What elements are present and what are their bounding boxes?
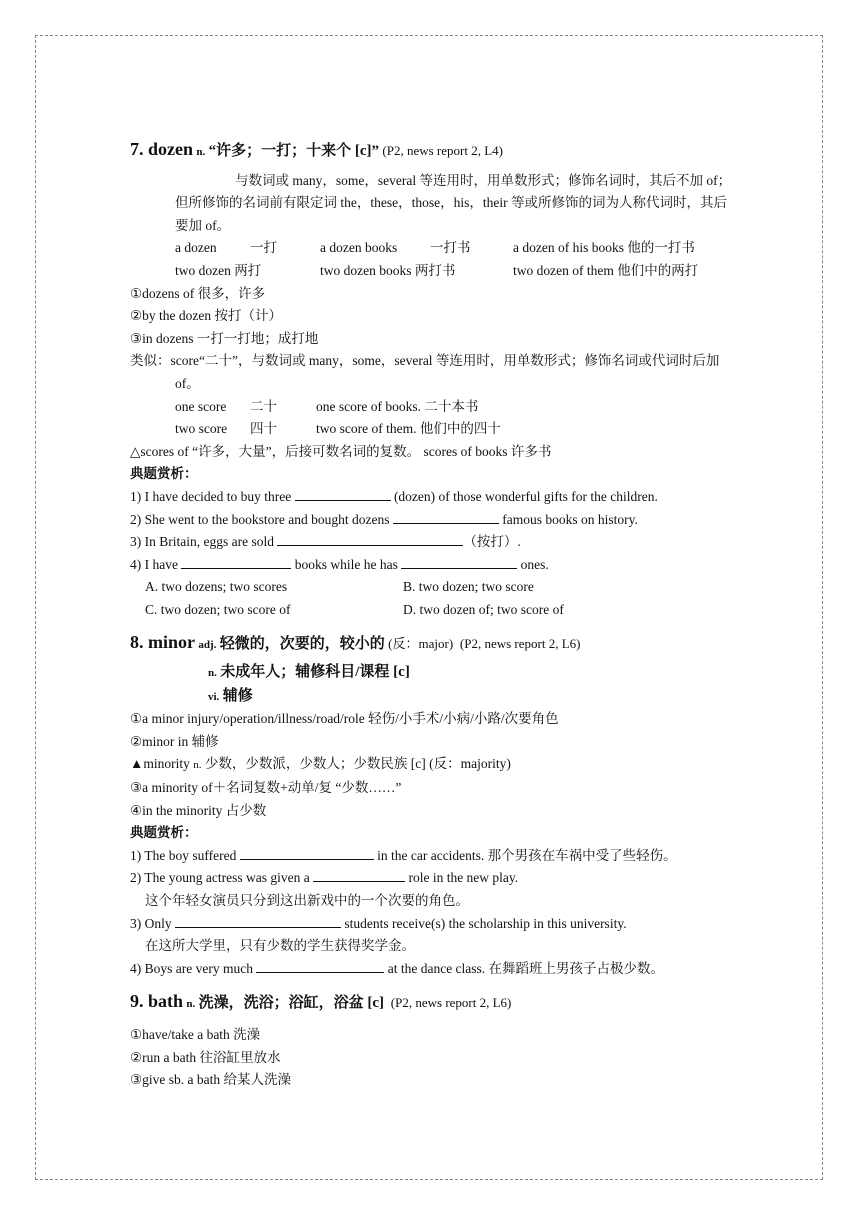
minority-entry: ▲minority n. 少数，少数派，少数人；少数民族 [c] (反：majority) [130, 756, 511, 772]
answer-blank[interactable] [256, 958, 384, 973]
answer-blank[interactable] [181, 554, 291, 569]
option-b[interactable]: B. two dozen; two score [403, 579, 534, 595]
bath-phrase-3: ③give sb. a bath 给某人洗澡 [130, 1072, 291, 1088]
minor-question-2: 2) The young actress was given a role in the new play. [130, 867, 735, 890]
option-a[interactable]: A. two dozens; two scores [145, 579, 288, 595]
dozen-drill-title: 典题赏析： [130, 466, 198, 482]
minor-noun-meaning: n. 未成年人；辅修科目/课程 [c] [208, 664, 410, 681]
minor-question-3-translation: 在这所大学里，只有少数的学生获得奖学金。 [145, 938, 415, 954]
scores-of-note: △scores of “许多，大量”，后接可数名词的复数。 scores of books 许多书 [130, 443, 552, 459]
minor-question-4: 4) Boys are very much at the dance class. 在舞蹈班上男孩子占极少数。 [130, 958, 735, 981]
minor-phrase-4: ④in the minority 占少数 [130, 802, 267, 818]
dozen-question-2: 2) She went to the bookstore and bought dozens famous books on history. [130, 509, 735, 532]
answer-blank[interactable] [393, 509, 499, 524]
dozen-question-1: 1) I have decided to buy three (dozen) of those wonderful gifts for the children. [130, 486, 735, 509]
document-body [130, 138, 735, 1092]
answer-blank[interactable] [313, 867, 405, 882]
minor-question-1: 1) The boy suffered in the car accidents. 那个男孩在车祸中受了些轻伤。 [130, 845, 735, 868]
minor-question-3: 3) Only students receive(s) the scholarship in this university. [130, 913, 735, 936]
answer-blank[interactable] [401, 554, 517, 569]
dozen-explanation: 与数词或 many，some，several 等连用时，用单数形式；修饰名词时，其后不加 of；但所修饰的名词前有限定词 the，these，those，his，their 等或所修饰的词为人称代词时，其后要加 of。 [175, 172, 732, 233]
entry-minor-heading: 8. minor adj. 轻微的，次要的，较小的 (反：major) (P2, news report 2, L6) [130, 632, 581, 653]
dozen-question-3: 3) In Britain, eggs are sold （按打）. [130, 531, 735, 554]
option-c[interactable]: C. two dozen; two score of [145, 601, 291, 617]
bath-phrase-2: ②run a bath 往浴缸里放水 [130, 1049, 281, 1065]
bath-phrase-1: ①have/take a bath 洗澡 [130, 1026, 261, 1042]
score-example-row-2: two score 四十 two score of them. 他们中的四十 [175, 421, 501, 437]
dozen-options-row-1 [130, 576, 735, 599]
minor-phrase-2: ②minor in 辅修 [130, 733, 219, 749]
answer-blank[interactable] [295, 486, 391, 501]
minor-phrase-1: ①a minor injury/operation/illness/road/role 轻伤/小手术/小病/小路/次要角色 [130, 711, 559, 727]
minor-phrase-3: ③a minority of＋名词复数+动单/复 “少数……” [130, 780, 402, 796]
score-example-row-1: one score 二十 one score of books. 二十本书 [175, 398, 479, 414]
dozen-phrase-3: ③in dozens 一打一打地；成打地 [130, 330, 319, 346]
entry-dozen-heading: 7. dozen n. “许多；一打；十来个 [c]” (P2, news report 2, L4) [130, 139, 503, 159]
answer-blank[interactable] [240, 845, 374, 860]
dozen-example-row-1: a dozen 一打 a dozen books 一打书 a dozen of his books 他的一打书 [175, 240, 695, 256]
answer-blank[interactable] [277, 531, 463, 546]
answer-blank[interactable] [175, 913, 341, 928]
entry-bath-heading: 9. bath n. 洗澡，洗浴；浴缸，浴盆 [c] (P2, news report 2, L6) [130, 991, 512, 1012]
dozen-options-row-2 [130, 599, 735, 622]
dozen-phrase-2: ②by the dozen 按打（计） [130, 308, 282, 324]
dozen-phrase-1: ①dozens of 很多，许多 [130, 285, 266, 301]
dozen-example-row-2: two dozen 两打 two dozen books 两打书 two dozen of them 他们中的两打 [175, 262, 699, 278]
minor-drill-title: 典题赏析： [130, 825, 198, 841]
dozen-question-4: 4) I have books while he has ones. [130, 554, 735, 577]
option-d[interactable]: D. two dozen of; two score of [403, 601, 564, 617]
minor-question-2-translation: 这个年轻女演员只分到这出新戏中的一个次要的角色。 [145, 893, 469, 908]
minor-verb-meaning: vi. 辅修 [208, 687, 253, 704]
score-similar-note: 类似：score“二十”，与数词或 many，some，several 等连用时，用单数形式；修饰名词或代词时后加 of。 [130, 353, 720, 391]
